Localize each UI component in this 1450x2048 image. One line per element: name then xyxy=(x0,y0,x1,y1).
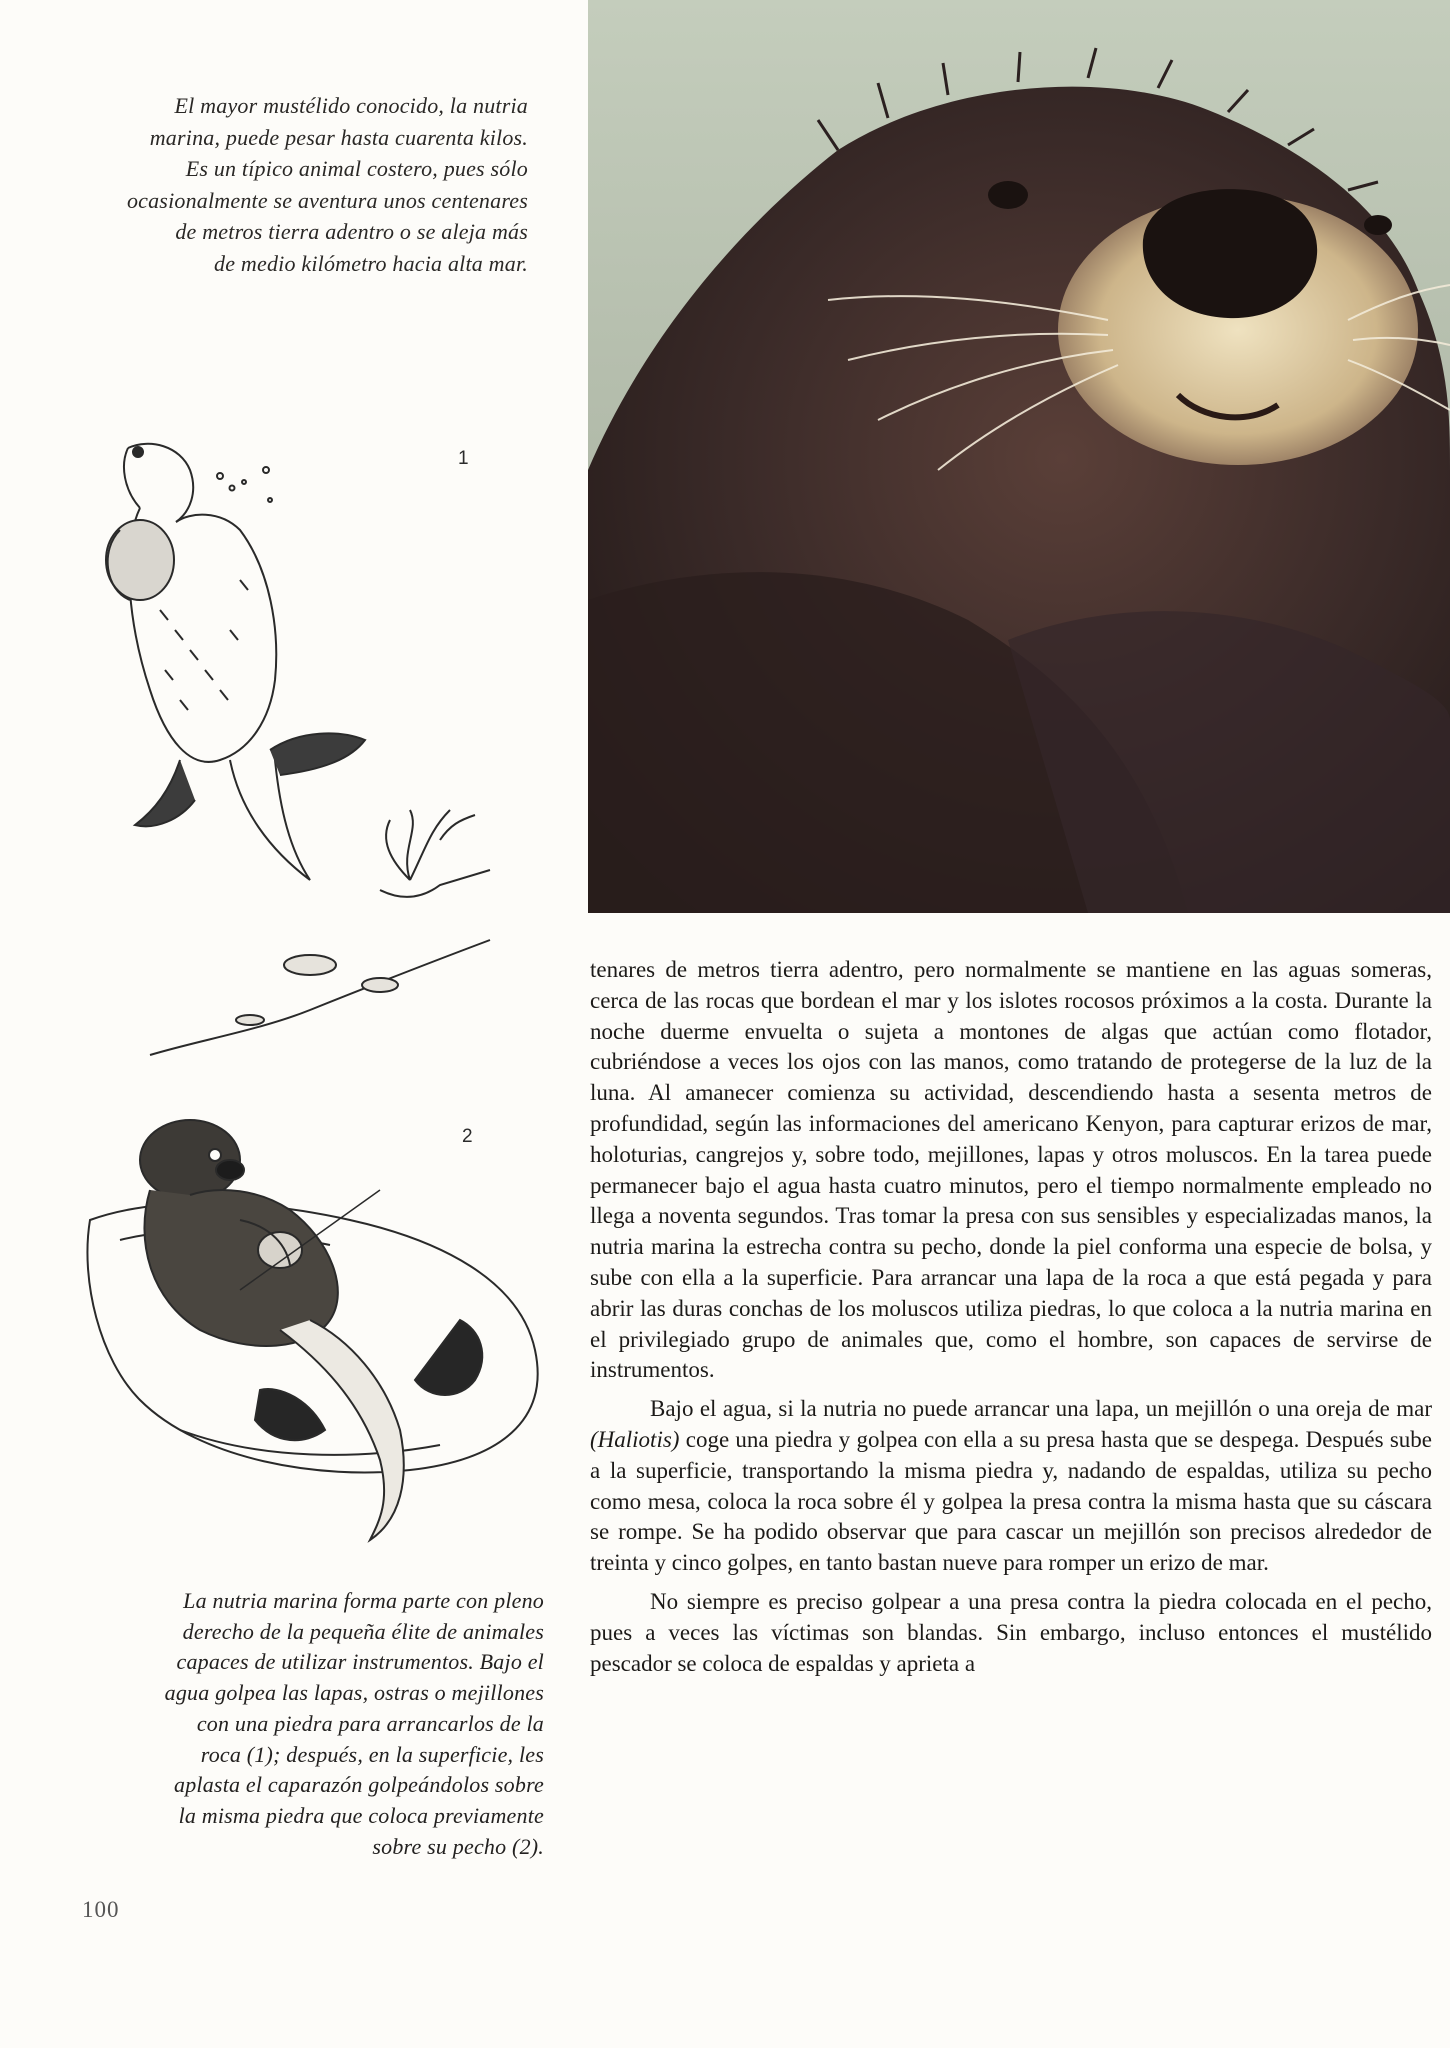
page-number: 100 xyxy=(82,1897,120,1922)
figure-2-otter-floating xyxy=(80,1100,550,1550)
body-text xyxy=(590,955,1432,1679)
body-paragraph-2-part-a: Bajo el agua, si la nutria no puede arrancar una lapa, un mejillón o una oreja de mar xyxy=(650,1396,1432,1422)
caption-top-line: marina, puede pesar hasta cuarenta kilos. xyxy=(149,124,528,150)
caption-bottom-line: la misma piedra que coloca previamente xyxy=(178,1802,544,1828)
figure-1-otter-diving xyxy=(80,430,520,1060)
sea-otter-photo xyxy=(588,0,1450,913)
caption-top-line: El mayor mustélido conocido, la nutria xyxy=(174,93,528,118)
otter-diving-illustration xyxy=(80,430,520,1060)
haliotis-term: (Haliotis) xyxy=(590,1426,680,1452)
caption-bottom-line: roca (1); después, en la superficie, les xyxy=(200,1741,544,1767)
figure-2-number: 2 xyxy=(462,1126,473,1147)
body-paragraph-3: No siempre es preciso golpear a una presa contra la piedra colocada en el pecho, pues a veces las víctimas son blandas. Sin embargo, incluso entonces el mustélido pescador se coloca de espaldas y aprieta a xyxy=(590,1588,1432,1676)
body-paragraph-1: tenares de metros tierra adentro, pero normalmente se mantiene en las aguas someras, cerca de las rocas que bordean el mar y los islotes rocosos próximos a la costa. Durante la noche duerme envuelta o sujeta a montones de algas que actúan como flotador, cubriéndose a veces los ojos con las manos, como tratando de protegerse de la luz de la luna. Al amanecer comienza su actividad, descendiendo hasta a sesenta metros de profundidad, según las informaciones del americano Kenyon, para capturar erizos de mar, holoturias, cangrejos y, sobre todo, mejillones, lapas y otros moluscos. En la tarea puede permanecer bajo el agua hasta cuatro minutos, pero el tiempo normalmente empleado no llega a noventa segundos. Tras tomar la presa con sus sensibles y especializadas manos, la nutria marina la estrecha contra su pecho, donde la piel conforma una especie de bolsa, y sube con ella a la superficie. Para arrancar una lapa de la roca a que está pegada y para abrir las duras conchas de los moluscos utiliza piedras, lo que coloca a la nutria marina en el privilegiado grupo de animales que, como el hombre, son capaces de servirse de instrumentos. xyxy=(590,957,1432,1383)
caption-bottom-line: agua golpea las lapas, ostras o mejillones xyxy=(164,1680,544,1706)
caption-top-line: de medio kilómetro hacia alta mar. xyxy=(214,250,528,276)
caption-bottom-line: sobre su pecho (2). xyxy=(372,1833,544,1859)
body-paragraph-2 xyxy=(590,1394,1432,1579)
otter-floating-illustration xyxy=(80,1100,550,1550)
caption-top-line: Es un típico animal costero, pues sólo xyxy=(185,156,528,181)
caption-bottom-line: capaces de utilizar instrumentos. Bajo el xyxy=(176,1649,544,1675)
caption-bottom-line: derecho de la pequeña élite de animales xyxy=(182,1618,544,1644)
caption-top xyxy=(58,90,528,279)
caption-bottom-line: con una piedra para arrancarlos de la xyxy=(196,1710,544,1736)
caption-top-line: de metros tierra adentro o se aleja más xyxy=(175,219,528,244)
caption-top-line: ocasionalmente se aventura unos centenares xyxy=(126,187,528,213)
caption-bottom xyxy=(80,1586,544,1862)
body-paragraph-2-part-b: coge una piedra y golpea con ella a su presa hasta que se despega. Después sube a la superficie, transportando la misma piedra y, nadando de espaldas, utiliza su pecho como mesa, coloca la roca sobre él y golpea la presa contra la misma hasta que su cáscara se rompe. Se ha podido observar que para cascar un mejillón son precisos alrededor de treinta y cinco golpes, en tanto bastan nueve para romper un erizo de mar. xyxy=(590,1426,1432,1576)
caption-bottom-line: La nutria marina forma parte con pleno xyxy=(183,1588,544,1613)
caption-bottom-line: aplasta el caparazón golpeándolos sobre xyxy=(174,1772,544,1798)
figure-1-number: 1 xyxy=(458,448,469,469)
